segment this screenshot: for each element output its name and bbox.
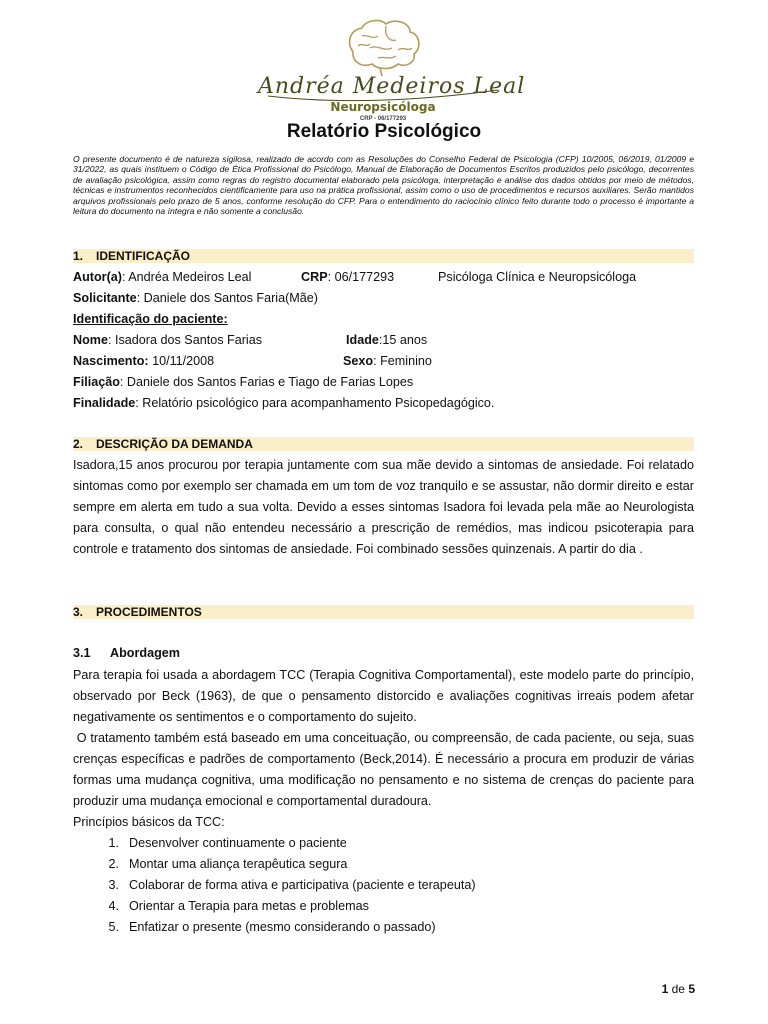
list-number: 2. [108,857,119,871]
section-number: 3. [73,605,84,619]
autor-value: : Andréa Medeiros Leal [121,270,252,284]
list-item [73,833,476,854]
page-of-label: de [671,982,685,996]
nome-value: : Isadora dos Santos Farias [108,333,263,347]
logo-profession: Neuropsicóloga [330,100,436,114]
solicitante-line [73,290,318,306]
section-heading-identificacao [73,249,694,263]
section-number: 2. [73,437,84,451]
nascimento-value: 10/11/2008 [148,354,215,368]
subsection-number: 3.1 [73,646,91,660]
filiacao-line [73,374,413,390]
current-page: 1 [661,982,669,996]
list-text: Orientar a Terapia para metas e problemas [129,899,369,913]
nome-label: Nome [73,333,108,347]
abordagem-paragraph-1: Para terapia foi usada a abordagem TCC (Terapia Cognitiva Comportamental), este modelo parte do princípio, observado por Beck (1963), de que o pensamento distorcido e avaliações cognitivas irreais podem afetar negativamente os sentimentos e o comportamento do sujeito. [73,668,694,724]
cargo-value: Psicóloga Clínica e Neuropsicóloga [438,270,637,284]
finalidade-line [73,395,494,411]
filiacao-label: Filiação [73,375,120,389]
list-number: 5. [108,920,119,934]
crp-label: CRP [301,270,328,284]
page-number [662,982,695,996]
abordagem-paragraph-2: O tratamento também está baseado em uma conceituação, ou compreensão, de cada paciente, ou seja, suas crenças específicas e padrões de comportamento (Beck,2014). É necessário a procura em produzir de várias formas uma mudança cognitiva, uma modificação no pensamento e no sistema de crenças do paciente para produzir uma mudança emocional e comportamental duradoura. [73,731,698,808]
section-title: PROCEDIMENTOS [96,605,202,619]
idade-value: :15 anos [378,333,428,347]
paciente-heading-text: Identificação do paciente: [73,312,228,326]
sexo-field [343,353,432,369]
nascimento-label: Nascimento: [73,354,149,368]
list-number: 3. [108,878,119,892]
sexo-value: : Feminino [373,354,432,368]
logo [258,12,526,124]
logo-name: Andréa Medeiros Leal [258,74,526,99]
list-number: 1. [108,836,119,850]
list-item [73,896,476,917]
section-number: 1. [73,249,84,263]
idade-field [346,332,427,348]
crp-field [301,269,394,285]
list-item [73,917,476,938]
solicitante-label: Solicitante [73,291,137,305]
list-item [73,875,476,896]
list-text: Desenvolver continuamente o paciente [129,836,347,850]
section-heading-procedimentos [73,605,694,619]
sexo-label: Sexo [343,354,374,368]
crp-value: : 06/177293 [327,270,395,284]
nome-line [73,332,262,348]
list-number: 4. [108,899,119,913]
list-item [73,854,476,875]
nascimento-line [73,353,214,369]
list-text: Enfatizar o presente (mesmo considerando o passado) [129,920,436,934]
section-heading-demanda [73,437,694,451]
finalidade-value: : Relatório psicológico para acompanhamento Psicopedagógico. [135,396,495,410]
paciente-heading [73,311,228,327]
subsection-title: Abordagem [110,646,180,660]
section-title: DESCRIÇÃO DA DEMANDA [96,437,253,451]
subsection-heading-abordagem [73,646,180,660]
demanda-text: Isadora,15 anos procurou por terapia juntamente com sua mãe devido a sintomas de ansiedade. Foi relatado sintomas como por exemplo ser chamada em um tom de voz tranquilo e se assustar, não dormir direito e estar sempre em alerta em tudo a sua volta. Devido a esses sintomas Isadora foi levada pela mãe ao Neurologista para consulta, o qual não entendeu necessário a prescrição de remédios, mas indicou psicoterapia para controle e tratamento dos sintomas de ansiedade. Foi combinado sessões quinzenais. A partir do dia . [73,458,694,556]
principios-label: Princípios básicos da TCC: [73,815,225,829]
list-text: Colaborar de forma ativa e participativa (paciente e terapeuta) [129,878,476,892]
solicitante-value: : Daniele dos Santos Faria(Mãe) [136,291,318,305]
confidentiality-notice: O presente documento é de natureza sigilosa, realizado de acordo com as Resoluções do Conselho Federal de Psicologia (CFP) 10/2005, 06/2019, 01/2009 e 31/2022, as quais instituem o Código de Ética Profissional do Psicólogo, Manual de Elaboração de Documentos Escritos produzidos pelo psicólogo, decorrentes de avaliação psicológica, assim como regras do registro documental elaborado pela psicóloga, interpretação e análise dos dados obtidos por meio de métodos, técnicas e instrumentos reconhecidos cientificamente para uso na prática profissional, assim como o uso de procedimentos e recursos auxiliares. Serão mantidos arquivos profissionais pelo prazo de 5 anos, conforme resolução do CFP. Para o entendimento do raciocínio clínico feito durante todo o processo é importante a leitura do documento na íntegra e não somente a conclusão. [73,154,694,217]
section-title: IDENTIFICAÇÃO [96,249,190,263]
autor-line [73,269,252,285]
filiacao-value: : Daniele dos Santos Farias e Tiago de Farias Lopes [119,375,414,389]
document-title: Relatório Psicológico [286,121,482,142]
idade-label: Idade [346,333,379,347]
autor-label: Autor(a) [73,270,122,284]
logo-crp: CRP - 06/177293 [359,116,407,122]
list-text: Montar uma aliança terapêutica segura [129,857,348,871]
principios-list [73,833,476,938]
finalidade-label: Finalidade [73,396,136,410]
total-pages: 5 [688,982,695,996]
